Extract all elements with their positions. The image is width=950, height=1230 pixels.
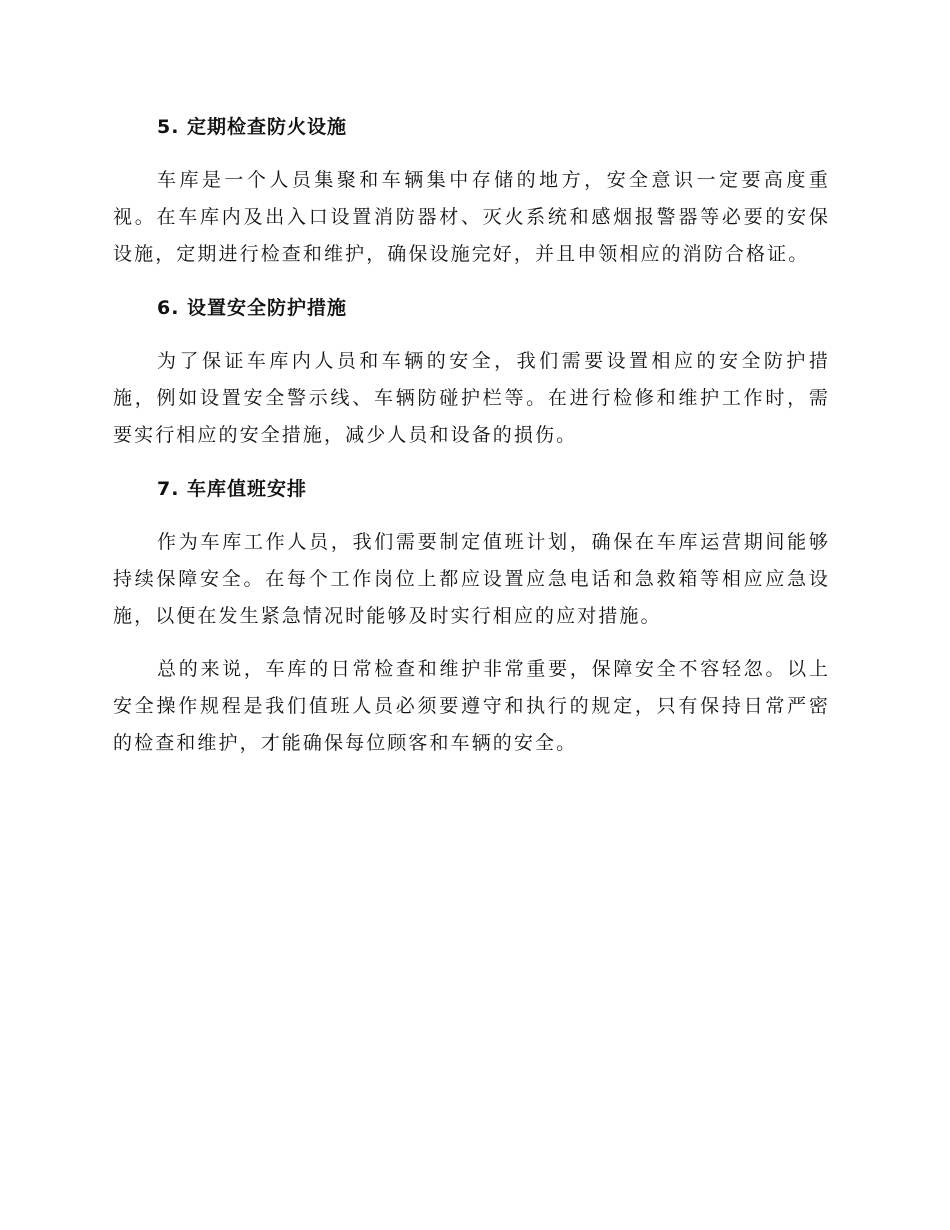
conclusion-paragraph: 总的来说，车库的日常检查和维护非常重要，保障安全不容轻忽。以上安全操作规程是我们值班人员必须要遵守和执行的规定，只有保持日常严密的检查和维护，才能确保每位顾客和车辆的安全。 bbox=[113, 658, 830, 754]
section-heading: 7. 车库值班安排 bbox=[157, 478, 308, 500]
section-paragraph: 作为车库工作人员，我们需要制定值班计划，确保在车库运营期间能够持续保障安全。在每个工作岗位上都应设置应急电话和急救箱等相应应急设施，以便在发生紧急情况时能够及时实行相应的应对措施。 bbox=[113, 531, 830, 627]
section-heading: 5. 定期检查防火设施 bbox=[157, 116, 348, 138]
section-paragraph: 车库是一个人员集聚和车辆集中存储的地方，安全意识一定要高度重视。在车库内及出入口设置消防器材、灭火系统和感烟报警器等必要的安保设施，定期进行检查和维护，确保设施完好，并且申领相应的消防合格证。 bbox=[113, 169, 830, 265]
section-fire-facilities bbox=[113, 108, 830, 273]
section-heading: 6. 设置安全防护措施 bbox=[157, 297, 348, 319]
section-duty-schedule bbox=[113, 470, 830, 635]
section-paragraph: 为了保证车库内人员和车辆的安全，我们需要设置相应的安全防护措施，例如设置安全警示线、车辆防碰护栏等。在进行检修和维护工作时，需要实行相应的安全措施，减少人员和设备的损伤。 bbox=[113, 350, 830, 446]
section-safety-measures bbox=[113, 289, 830, 454]
